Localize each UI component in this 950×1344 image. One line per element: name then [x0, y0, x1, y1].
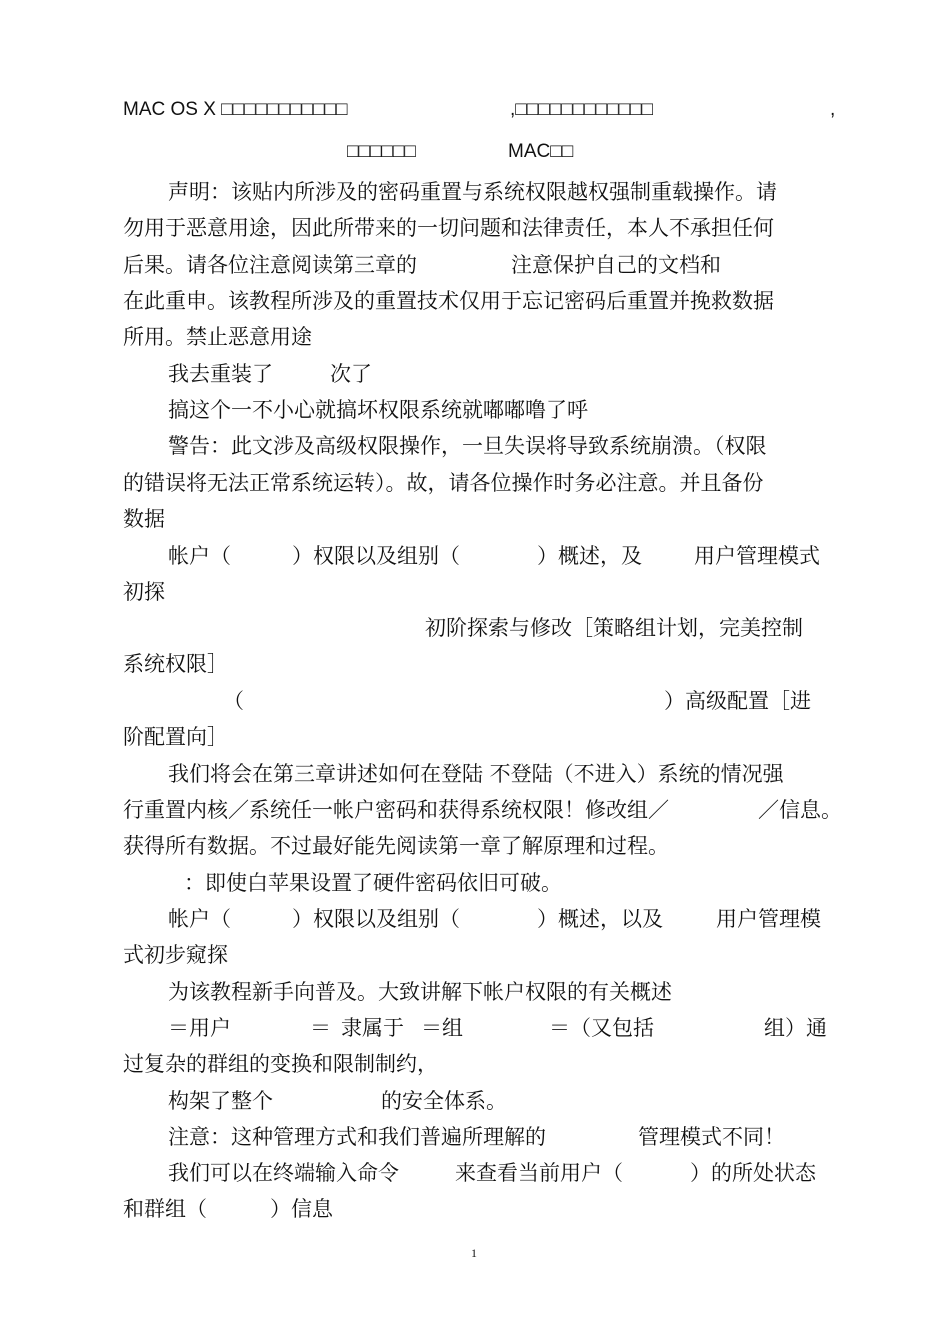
attention-text: 注意：这种管理方式和我们普遍所理解的: [168, 1125, 546, 1149]
warning-line: 的错误将无法正常系统运转）。故，请各位操作时务必注意。并且备份: [123, 471, 764, 495]
page-number: 1: [471, 1246, 477, 1260]
warning-line: 警告：此文涉及高级权限操作，一旦失误将导致系统崩溃。（权限: [168, 434, 767, 458]
cmd-text: ）的所处状态: [690, 1161, 816, 1185]
ch3-line: 我们将会在第三章讲述如何在登陆 不登陆（不进入）系统的情况强: [168, 762, 784, 786]
sec1-text: 帐户（: [168, 907, 231, 931]
title-line2-b: MAC□□: [508, 141, 574, 162]
title-line2-a: □□□□□□: [347, 141, 416, 162]
eq-text: 组）通: [764, 1016, 827, 1040]
cmd-text: ）信息: [270, 1197, 333, 1221]
title-line1-b: ,□□□□□□□□□□□□: [510, 99, 653, 120]
warning-line: 数据: [123, 507, 165, 531]
toc1-text: 初探: [123, 580, 165, 604]
eq-text: ＝（又包括: [549, 1016, 654, 1040]
broke-text: 搞这个一不小心就搞坏权限系统就嘟嘟噜了呼: [168, 398, 588, 422]
intro-text: 为该教程新手向普及。大致讲解下帐户权限的有关概述: [168, 980, 672, 1004]
cmd-text: 来查看当前用户（: [455, 1161, 623, 1185]
toc1-text: ）概述，及: [537, 544, 642, 568]
toc2-text: 初阶探索与修改［策略组计划，完美控制: [425, 616, 803, 640]
disclaimer-line: 在此重申。该教程所涉及的重置技术仅用于忘记密码后重置并挽救数据: [123, 289, 774, 313]
toc1-text: 帐户（: [168, 544, 231, 568]
title-line1-c: ,: [830, 99, 836, 120]
disclaimer-line: 所用。禁止恶意用途: [123, 325, 312, 349]
toc1-text: ）权限以及组别（: [292, 544, 460, 568]
toc1-text: 用户管理模式: [694, 544, 820, 568]
hardware-note: ：即使白苹果设置了硬件密码依旧可破。: [184, 871, 562, 895]
title-line1-a: MAC OS X □□□□□□□□□□□: [123, 99, 348, 120]
toc2-text: 系统权限］: [123, 652, 228, 676]
ch3-line: 获得所有数据。不过最好能先阅读第一章了解原理和过程。: [123, 834, 669, 858]
eq-text: 过复杂的群组的变换和限制制约，: [123, 1052, 438, 1076]
eq-text: 隶属于: [341, 1016, 404, 1040]
reinstall-text: 次了: [330, 362, 372, 386]
arch-text: 的安全体系。: [381, 1089, 507, 1113]
toc3-text: （: [223, 689, 244, 713]
eq-text: ＝用户: [168, 1016, 231, 1040]
eq-text: ＝组: [421, 1016, 463, 1040]
sec1-text: 式初步窥探: [123, 943, 228, 967]
ch3-line: ／信息。: [758, 798, 842, 822]
eq-text: ＝: [310, 1016, 331, 1040]
sec1-text: ）权限以及组别（: [292, 907, 460, 931]
toc3-text: ）高级配置［进: [664, 689, 811, 713]
attention-text: 管理模式不同！: [638, 1125, 785, 1149]
disclaimer-line: 后果。请各位注意阅读第三章的: [123, 253, 417, 277]
cmd-text: 和群组（: [123, 1197, 207, 1221]
sec1-text: 用户管理模: [716, 907, 821, 931]
disclaimer-line: 注意保护自己的文档和: [511, 253, 721, 277]
toc3-text: 阶配置向］: [123, 725, 228, 749]
disclaimer-line: 勿用于恶意用途，因此所带来的一切问题和法律责任，本人不承担任何: [123, 216, 774, 240]
sec1-text: ）概述，以及: [537, 907, 663, 931]
reinstall-text: 我去重装了: [168, 362, 273, 386]
ch3-line: 行重置内核／系统任一帐户密码和获得系统权限！修改组／: [123, 798, 669, 822]
arch-text: 构架了整个: [168, 1089, 273, 1113]
cmd-text: 我们可以在终端输入命令: [168, 1161, 399, 1185]
disclaimer-line: 声明：该贴内所涉及的密码重置与系统权限越权强制重载操作。请: [168, 180, 777, 204]
